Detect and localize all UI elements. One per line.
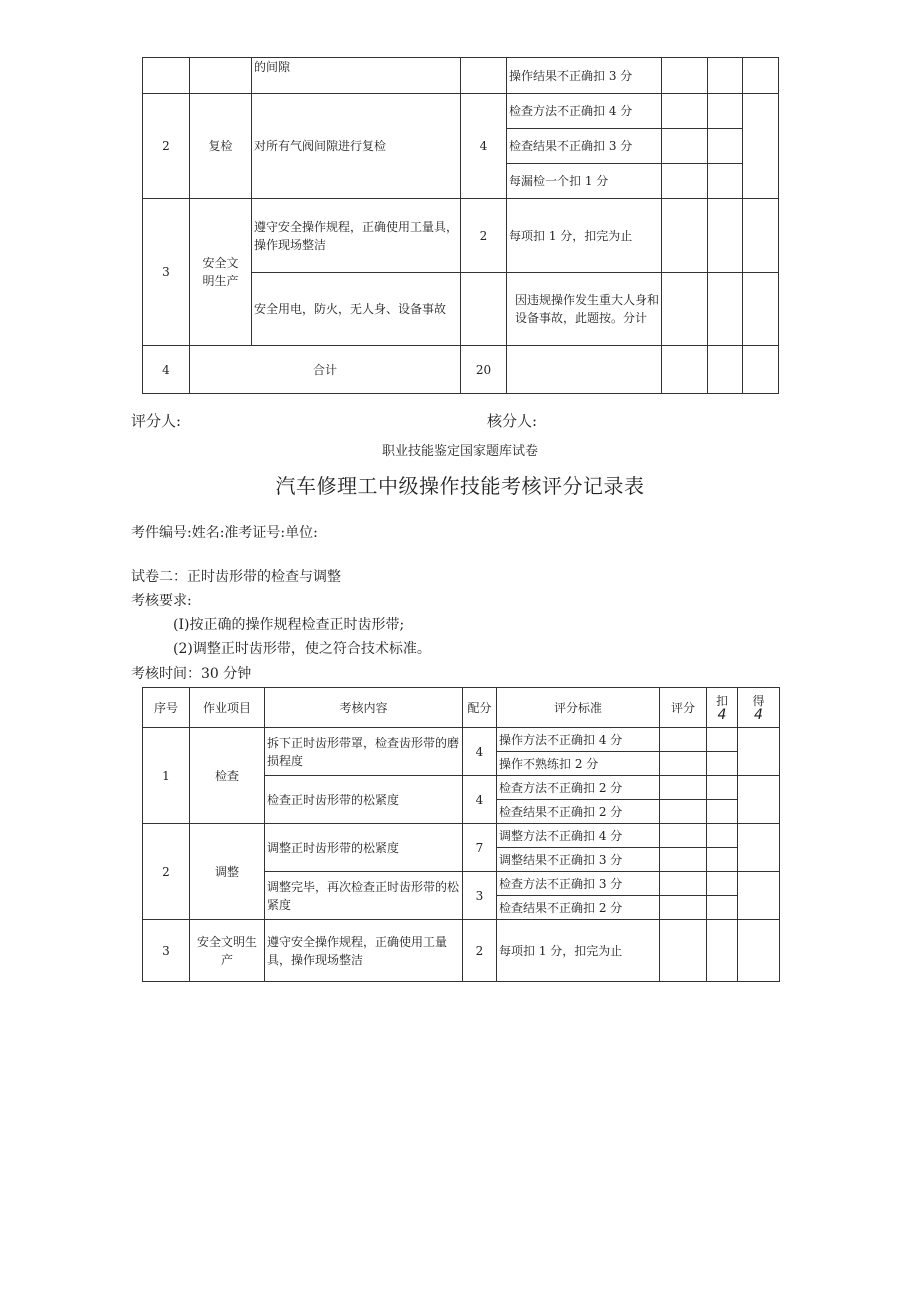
deduct-cell (708, 346, 743, 394)
deduct-cell (707, 752, 738, 776)
deduct-cell (708, 58, 743, 94)
content-cell: 检查正时齿形带的松紧度 (265, 776, 463, 824)
get-cell (743, 199, 779, 273)
get-cell (743, 58, 779, 94)
row-number: 4 (143, 346, 190, 394)
work-item: 安全文明生产 (190, 199, 252, 346)
score-cell: 2 (463, 920, 497, 982)
content-cell: 遵守安全操作规程，正确使用工量具，操作现场整洁 (252, 199, 461, 273)
candidate-info-line: 考件编号:姓名:准考证号:单位: (131, 525, 318, 541)
get-cell (743, 94, 779, 199)
standard-cell: 检查方法不正确扣 3 分 (497, 872, 660, 896)
grade-cell (662, 199, 708, 273)
standard-cell: 操作结果不正确扣 3 分 (507, 58, 662, 94)
header-content: 考核内容 (265, 688, 463, 728)
grade-cell (662, 94, 708, 129)
grade-cell (660, 728, 707, 752)
standard-cell: 每项扣 1 分，扣完为止 (497, 920, 660, 982)
standard-cell: 调整结果不正确扣 3 分 (497, 848, 660, 872)
total-label: 合计 (190, 346, 461, 394)
scoring-table-continued (142, 57, 779, 394)
grade-cell (660, 800, 707, 824)
deduct-cell (707, 824, 738, 848)
deduct-cell (707, 872, 738, 896)
standard-cell (507, 346, 662, 394)
grader-label: 评分人: (131, 412, 182, 430)
header-deduct (707, 688, 738, 728)
table-cutoff-mask (140, 982, 782, 988)
requirements-label: 考核要求: (131, 593, 192, 609)
exam-bank-header: 职业技能鉴定国家题库试卷 (381, 444, 538, 459)
exam-time: 考核时间：30 分钟 (131, 666, 252, 682)
checker-label: 核分人: (487, 412, 538, 430)
get-cell (738, 920, 780, 982)
standard-cell: 检查结果不正确扣 3 分 (507, 129, 662, 164)
content-cell: 遵守安全操作规程，正确使用工量具，操作现场整洁 (265, 920, 463, 982)
score-cell: 3 (463, 872, 497, 920)
header-deduct-sub: 4 (717, 706, 727, 723)
header-standard: 评分标准 (497, 688, 660, 728)
standard-cell: 调整方法不正确扣 4 分 (497, 824, 660, 848)
get-cell (743, 346, 779, 394)
deduct-cell (708, 164, 743, 199)
score-cell: 7 (463, 824, 497, 872)
page-title: 汽车修理工中级操作技能考核评分记录表 (275, 474, 645, 498)
score-cell: 4 (463, 728, 497, 776)
grade-cell (662, 164, 708, 199)
grade-cell (662, 58, 708, 94)
deduct-cell (707, 800, 738, 824)
paper-title: 试卷二：正时齿形带的检查与调整 (131, 569, 341, 585)
header-no: 序号 (143, 688, 190, 728)
requirement-item: (2)调整正时齿形带，使之符合技术标准。 (173, 641, 431, 657)
content-cell: 的间隙 (252, 58, 461, 94)
deduct-cell (707, 848, 738, 872)
work-item: 复检 (190, 94, 252, 199)
content-cell: 拆下正时齿形带罩，检查齿形带的磨损程度 (265, 728, 463, 776)
scoring-table (142, 687, 780, 982)
grade-cell (660, 896, 707, 920)
get-cell (743, 273, 779, 346)
grade-cell (662, 129, 708, 164)
deduct-cell (708, 199, 743, 273)
row-number: 2 (143, 824, 190, 920)
header-item: 作业项目 (190, 688, 265, 728)
standard-cell: 检查结果不正确扣 2 分 (497, 896, 660, 920)
deduct-cell (707, 920, 738, 982)
deduct-cell (708, 94, 743, 129)
deduct-cell (707, 728, 738, 752)
header-deduct-label: 扣 (715, 693, 728, 708)
deduct-cell (707, 776, 738, 800)
header-get-label: 得 (752, 693, 765, 708)
header-get (738, 688, 780, 728)
standard-cell: 每项扣 1 分，扣完为止 (507, 199, 662, 273)
requirement-item: (I)按正确的操作规程检查正时齿形带; (173, 617, 405, 633)
standard-cell: 每漏检一个扣 1 分 (507, 164, 662, 199)
grade-cell (662, 346, 708, 394)
content-cell: 对所有气阀间隙进行复检 (252, 94, 461, 199)
row-number: 1 (143, 728, 190, 824)
standard-cell: 检查方法不正确扣 2 分 (497, 776, 660, 800)
grade-cell (660, 872, 707, 896)
score-cell: 4 (461, 94, 507, 199)
grade-cell (662, 273, 708, 346)
header-grade: 评分 (660, 688, 707, 728)
score-cell: 2 (461, 199, 507, 273)
deduct-cell (708, 129, 743, 164)
standard-cell: 检查方法不正确扣 4 分 (507, 94, 662, 129)
get-cell (738, 776, 780, 824)
deduct-cell (708, 273, 743, 346)
grade-cell (660, 776, 707, 800)
get-cell (738, 824, 780, 872)
standard-cell: 操作不熟练扣 2 分 (497, 752, 660, 776)
work-item: 调整 (190, 824, 265, 920)
content-cell: 调整完毕，再次检查正时齿形带的松紧度 (265, 872, 463, 920)
grade-cell (660, 824, 707, 848)
work-item: 检查 (190, 728, 265, 824)
header-get-sub: 4 (754, 706, 763, 723)
row-number: 3 (143, 920, 190, 982)
table-cell (461, 58, 507, 94)
standard-cell: 检查结果不正确扣 2 分 (497, 800, 660, 824)
get-cell (738, 872, 780, 920)
row-number: 2 (143, 94, 190, 199)
table-cell (143, 58, 190, 94)
grade-cell (660, 752, 707, 776)
header-score: 配分 (463, 688, 497, 728)
content-cell: 调整正时齿形带的松紧度 (265, 824, 463, 872)
grade-cell (660, 920, 707, 982)
deduct-cell (707, 896, 738, 920)
standard-cell: 操作方法不正确扣 4 分 (497, 728, 660, 752)
table-cell (190, 58, 252, 94)
get-cell (738, 728, 780, 776)
work-item: 安全文明生产 (190, 920, 265, 982)
total-score: 20 (461, 346, 507, 394)
score-cell: 4 (463, 776, 497, 824)
score-cell (461, 273, 507, 346)
grade-cell (660, 848, 707, 872)
row-number: 3 (143, 199, 190, 346)
standard-cell: 因违规操作发生重大人身和设备事故，此题按。分计 (507, 273, 662, 346)
content-cell: 安全用电，防火，无人身、设备事故 (252, 273, 461, 346)
